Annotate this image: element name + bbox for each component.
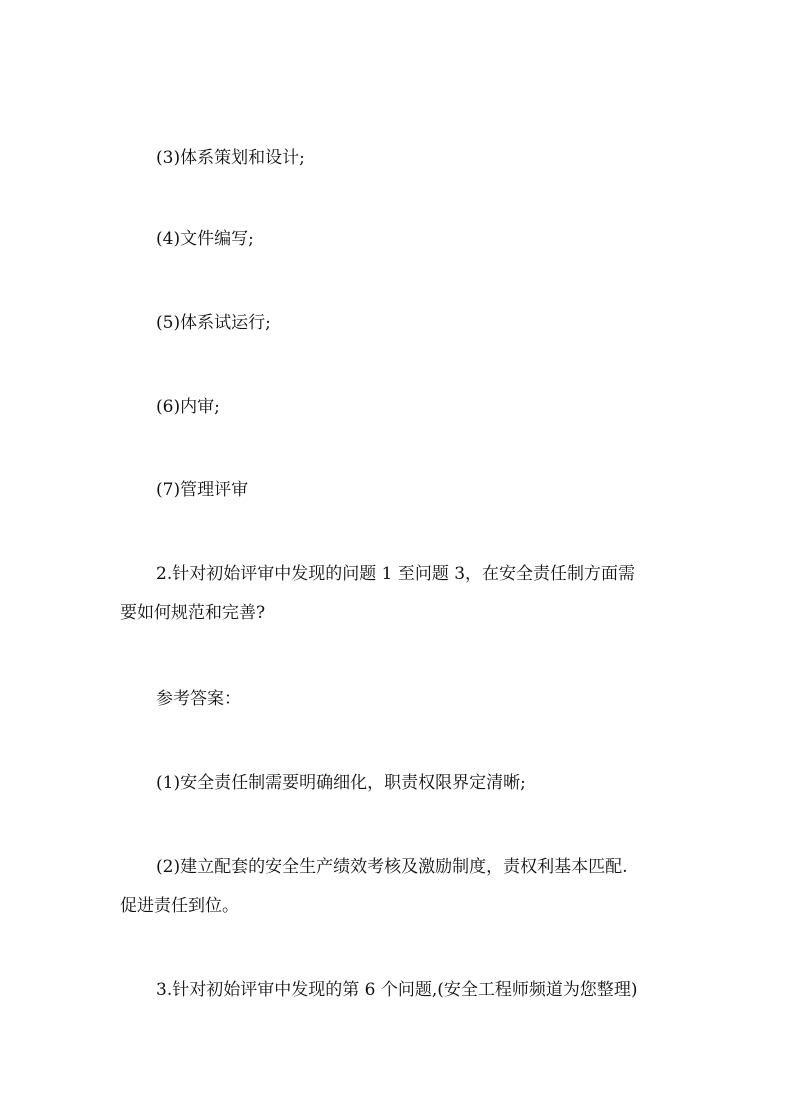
paragraph-line: 2.针对初始评审中发现的问题 1 至问题 3，在安全责任制方面需	[156, 564, 636, 584]
paragraph-item-6	[120, 388, 680, 427]
question-3	[120, 971, 680, 1010]
paragraph-line: (6)内审;	[156, 397, 220, 417]
paragraph-line: (1)安全责任制需要明确细化，职责权限界定清晰;	[156, 773, 526, 793]
paragraph-line: (2)建立配套的安全生产绩效考核及激励制度，责权利基本匹配.	[156, 857, 628, 877]
paragraph-line-continued: 要如何规范和完善?	[120, 603, 266, 623]
paragraph-line: 3.针对初始评审中发现的第 6 个问题,(安全工程师频道为您整理)	[156, 980, 638, 1000]
question-2	[120, 555, 680, 633]
paragraph-line: 参考答案：	[156, 689, 241, 709]
answer-item-2	[120, 848, 680, 926]
paragraph-item-4	[120, 220, 680, 259]
paragraph-item-5	[120, 304, 680, 343]
paragraph-item-3	[120, 139, 680, 178]
paragraph-line-continued: 促进责任到位。	[120, 896, 239, 916]
reference-answer-heading	[120, 680, 680, 719]
answer-item-1	[120, 764, 680, 803]
paragraph-line: (7)管理评审	[156, 480, 249, 500]
paragraph-line: (4)文件编写;	[156, 229, 254, 249]
paragraph-line: (3)体系策划和设计;	[156, 148, 305, 168]
paragraph-line: (5)体系试运行;	[156, 313, 271, 333]
paragraph-item-7	[120, 471, 680, 510]
